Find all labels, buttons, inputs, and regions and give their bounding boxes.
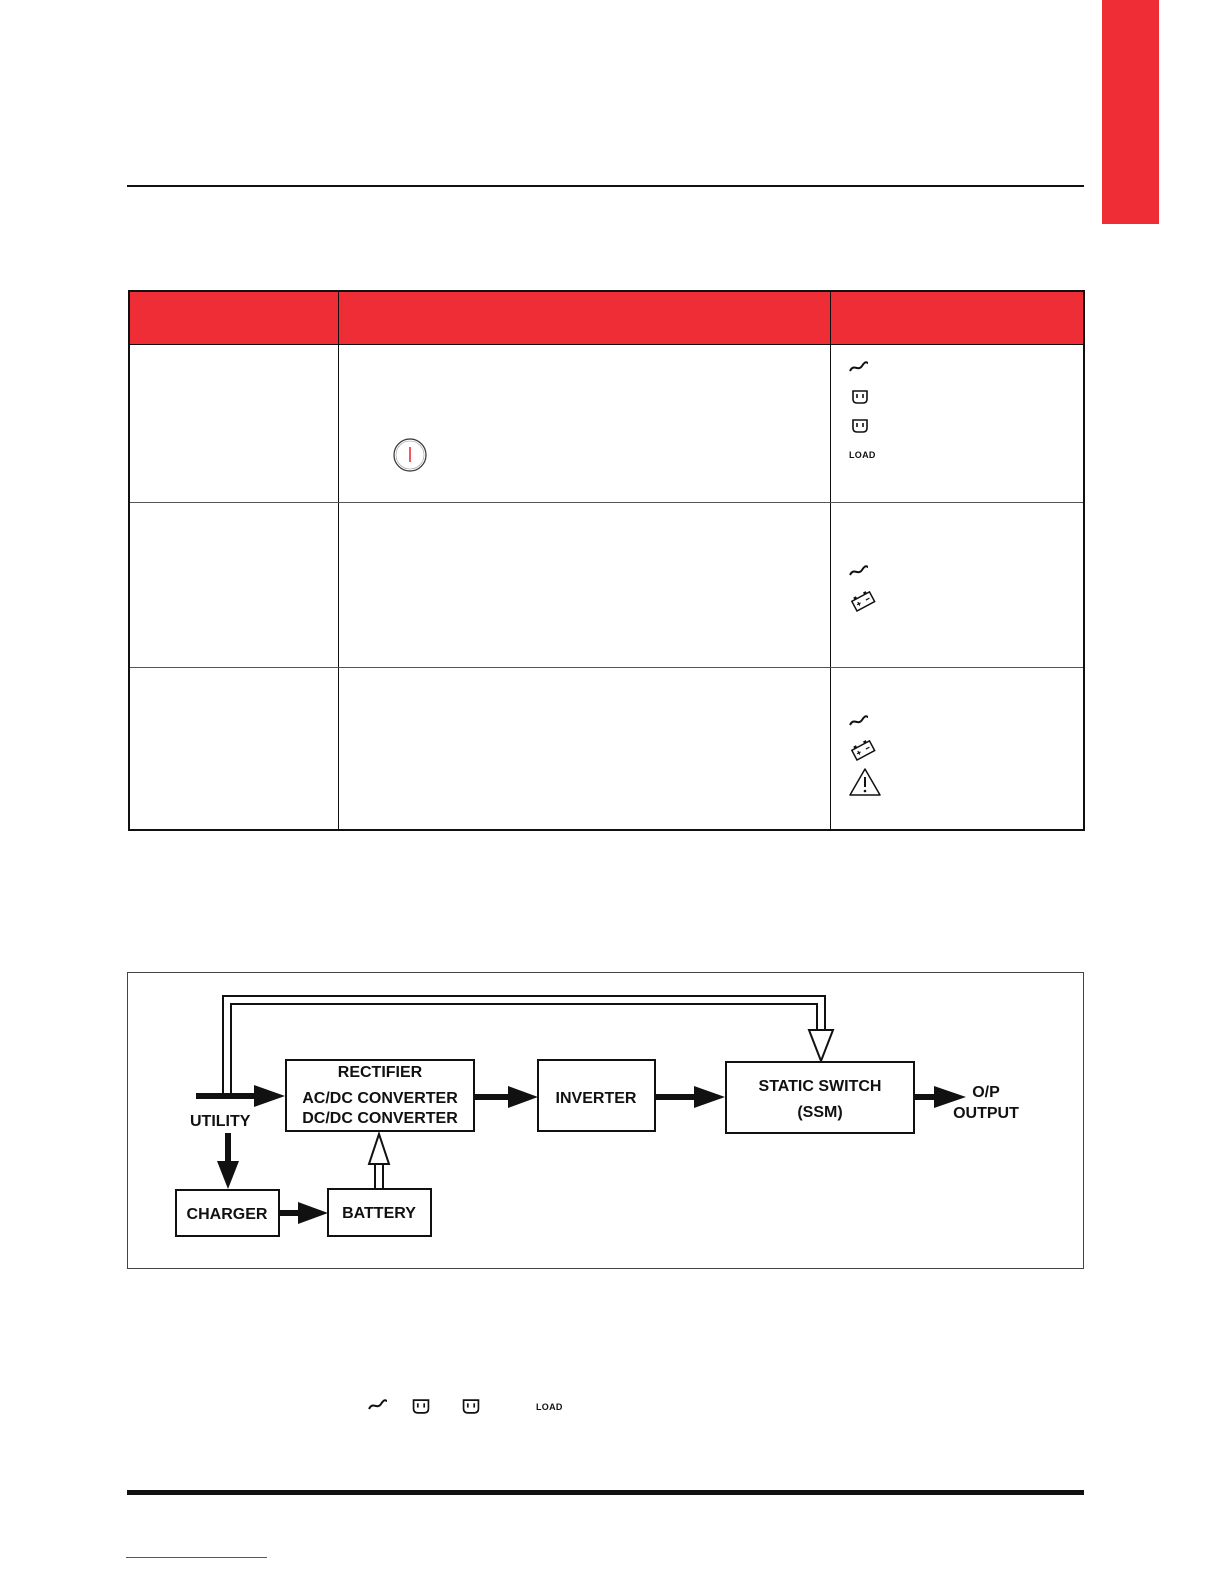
battery-icon [850,590,876,612]
static-switch-block [726,1062,914,1133]
acdc-converter-label: AC/DC CONVERTER [302,1090,458,1107]
outlet-icon [461,1398,481,1415]
ac-wave-icon [848,360,870,374]
ac-wave-icon [848,564,870,578]
row-divider [130,502,1083,503]
rectifier-to-inverter-arrow [474,1086,538,1108]
ac-wave-icon [848,714,870,728]
load-label: LOAD [849,450,876,460]
table-header [130,292,1083,345]
charger-label: CHARGER [186,1206,268,1223]
row-divider [130,667,1083,668]
rectifier-label: RECTIFIER [337,1064,423,1081]
inverter-to-switch-arrow [655,1086,725,1108]
header-rule [127,185,1084,187]
section-tab [1102,0,1159,224]
column-divider [338,292,339,829]
op-label: O/P [972,1084,1000,1101]
utility-input-arrow [196,1085,285,1107]
static-switch-label: STATIC SWITCH [758,1078,882,1095]
power-on-button-icon [391,436,429,474]
footer-link-underline[interactable] [126,1557,267,1558]
warning-icon [848,767,882,797]
outlet-icon [411,1398,431,1415]
output-label: OUTPUT [953,1105,1019,1122]
charger-feed-arrow [217,1133,239,1189]
battery-label: BATTERY [342,1205,416,1222]
battery-icon [850,739,876,761]
battery-to-rectifier-arrow [369,1134,389,1189]
charger-to-battery-arrow [279,1202,328,1224]
load-label: LOAD [536,1402,563,1412]
ssm-label: (SSM) [797,1104,843,1121]
utility-label: UTILITY [190,1113,251,1130]
ups-mode-table [128,290,1085,831]
ups-block-diagram [127,972,1084,1269]
inverter-label: INVERTER [555,1090,637,1107]
dcdc-converter-label: DC/DC CONVERTER [302,1110,458,1127]
outlet-icon [851,418,869,434]
outlet-icon [851,389,869,405]
column-divider [830,292,831,829]
footer-rule [127,1490,1084,1495]
ac-wave-icon [367,1398,389,1412]
